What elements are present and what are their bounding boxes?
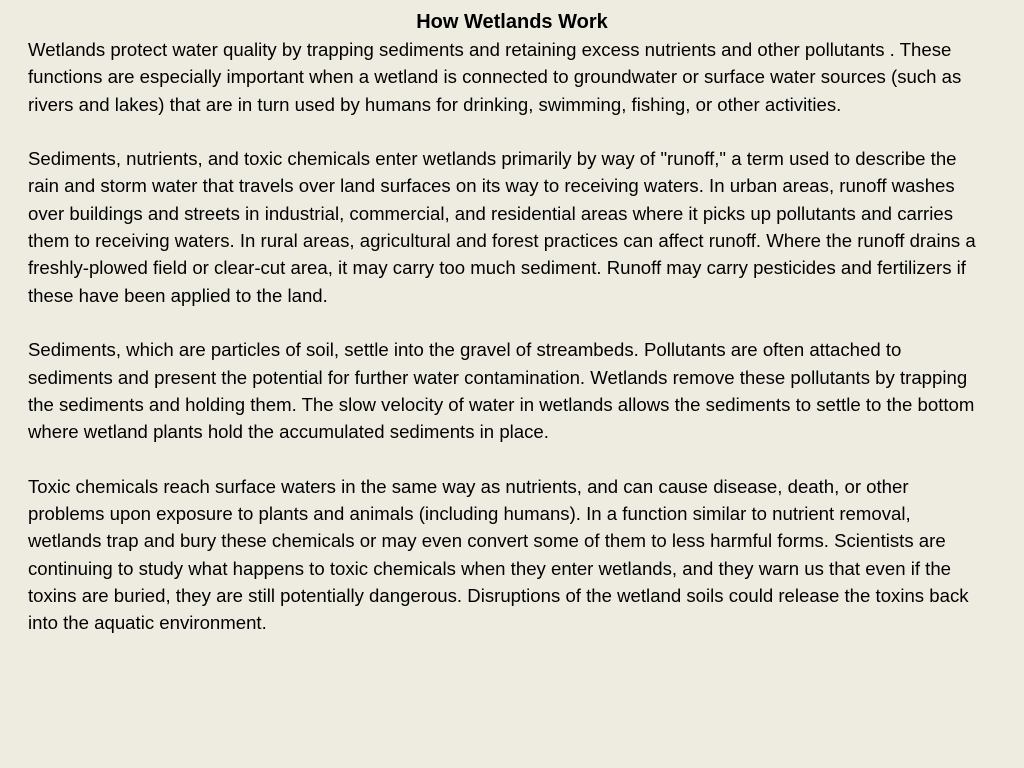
- slide-body: [28, 36, 982, 637]
- slide-title: How Wetlands Work: [416, 11, 608, 33]
- paragraph-sediments: Sediments, which are particles of soil, settle into the gravel of streambeds. Pollutants are often attached to sediments and present the potential for further water contamination. Wetlands remove these pollutants by trapping the sediments and holding them. The slow velocity of water in wetlands allows the sediments to settle to the bottom where wetland plants hold the accumulated sediments in place.: [28, 339, 975, 443]
- paragraph-water-quality: Wetlands protect water quality by trapping sediments and retaining excess nutrients and other pollutants . These functions are especially important when a wetland is connected to groundwater or surface water sources (such as rivers and lakes) that are in turn used by humans for drinking, swimming, fishing, or other activities.: [28, 39, 962, 115]
- paragraph-runoff: Sediments, nutrients, and toxic chemicals enter wetlands primarily by way of "runoff," a term used to describe the rain and storm water that travels over land surfaces on its way to receiving waters. In urban areas, runoff washes over buildings and streets in industrial, commercial, and residential areas where it picks up pollutants and carries them to receiving waters. In rural areas, agricultural and forest practices can affect runoff. Where the runoff drains a freshly-plowed field or clear-cut area, it may carry too much sediment. Runoff may carry pesticides and fertilizers if these have been applied to the land.: [28, 148, 976, 306]
- paragraph-toxic-chemicals: Toxic chemicals reach surface waters in the same way as nutrients, and can cause disease, death, or other problems upon exposure to plants and animals (including humans). In a function similar to nutrient removal, wetlands trap and bury these chemicals or may even convert some of them to less harmful forms. Scientists are continuing to study what happens to toxic chemicals when they enter wetlands, and they warn us that even if the toxins are buried, they are still potentially dangerous. Disruptions of the wetland soils could release the toxins back into the aquatic environment.: [28, 475, 969, 634]
